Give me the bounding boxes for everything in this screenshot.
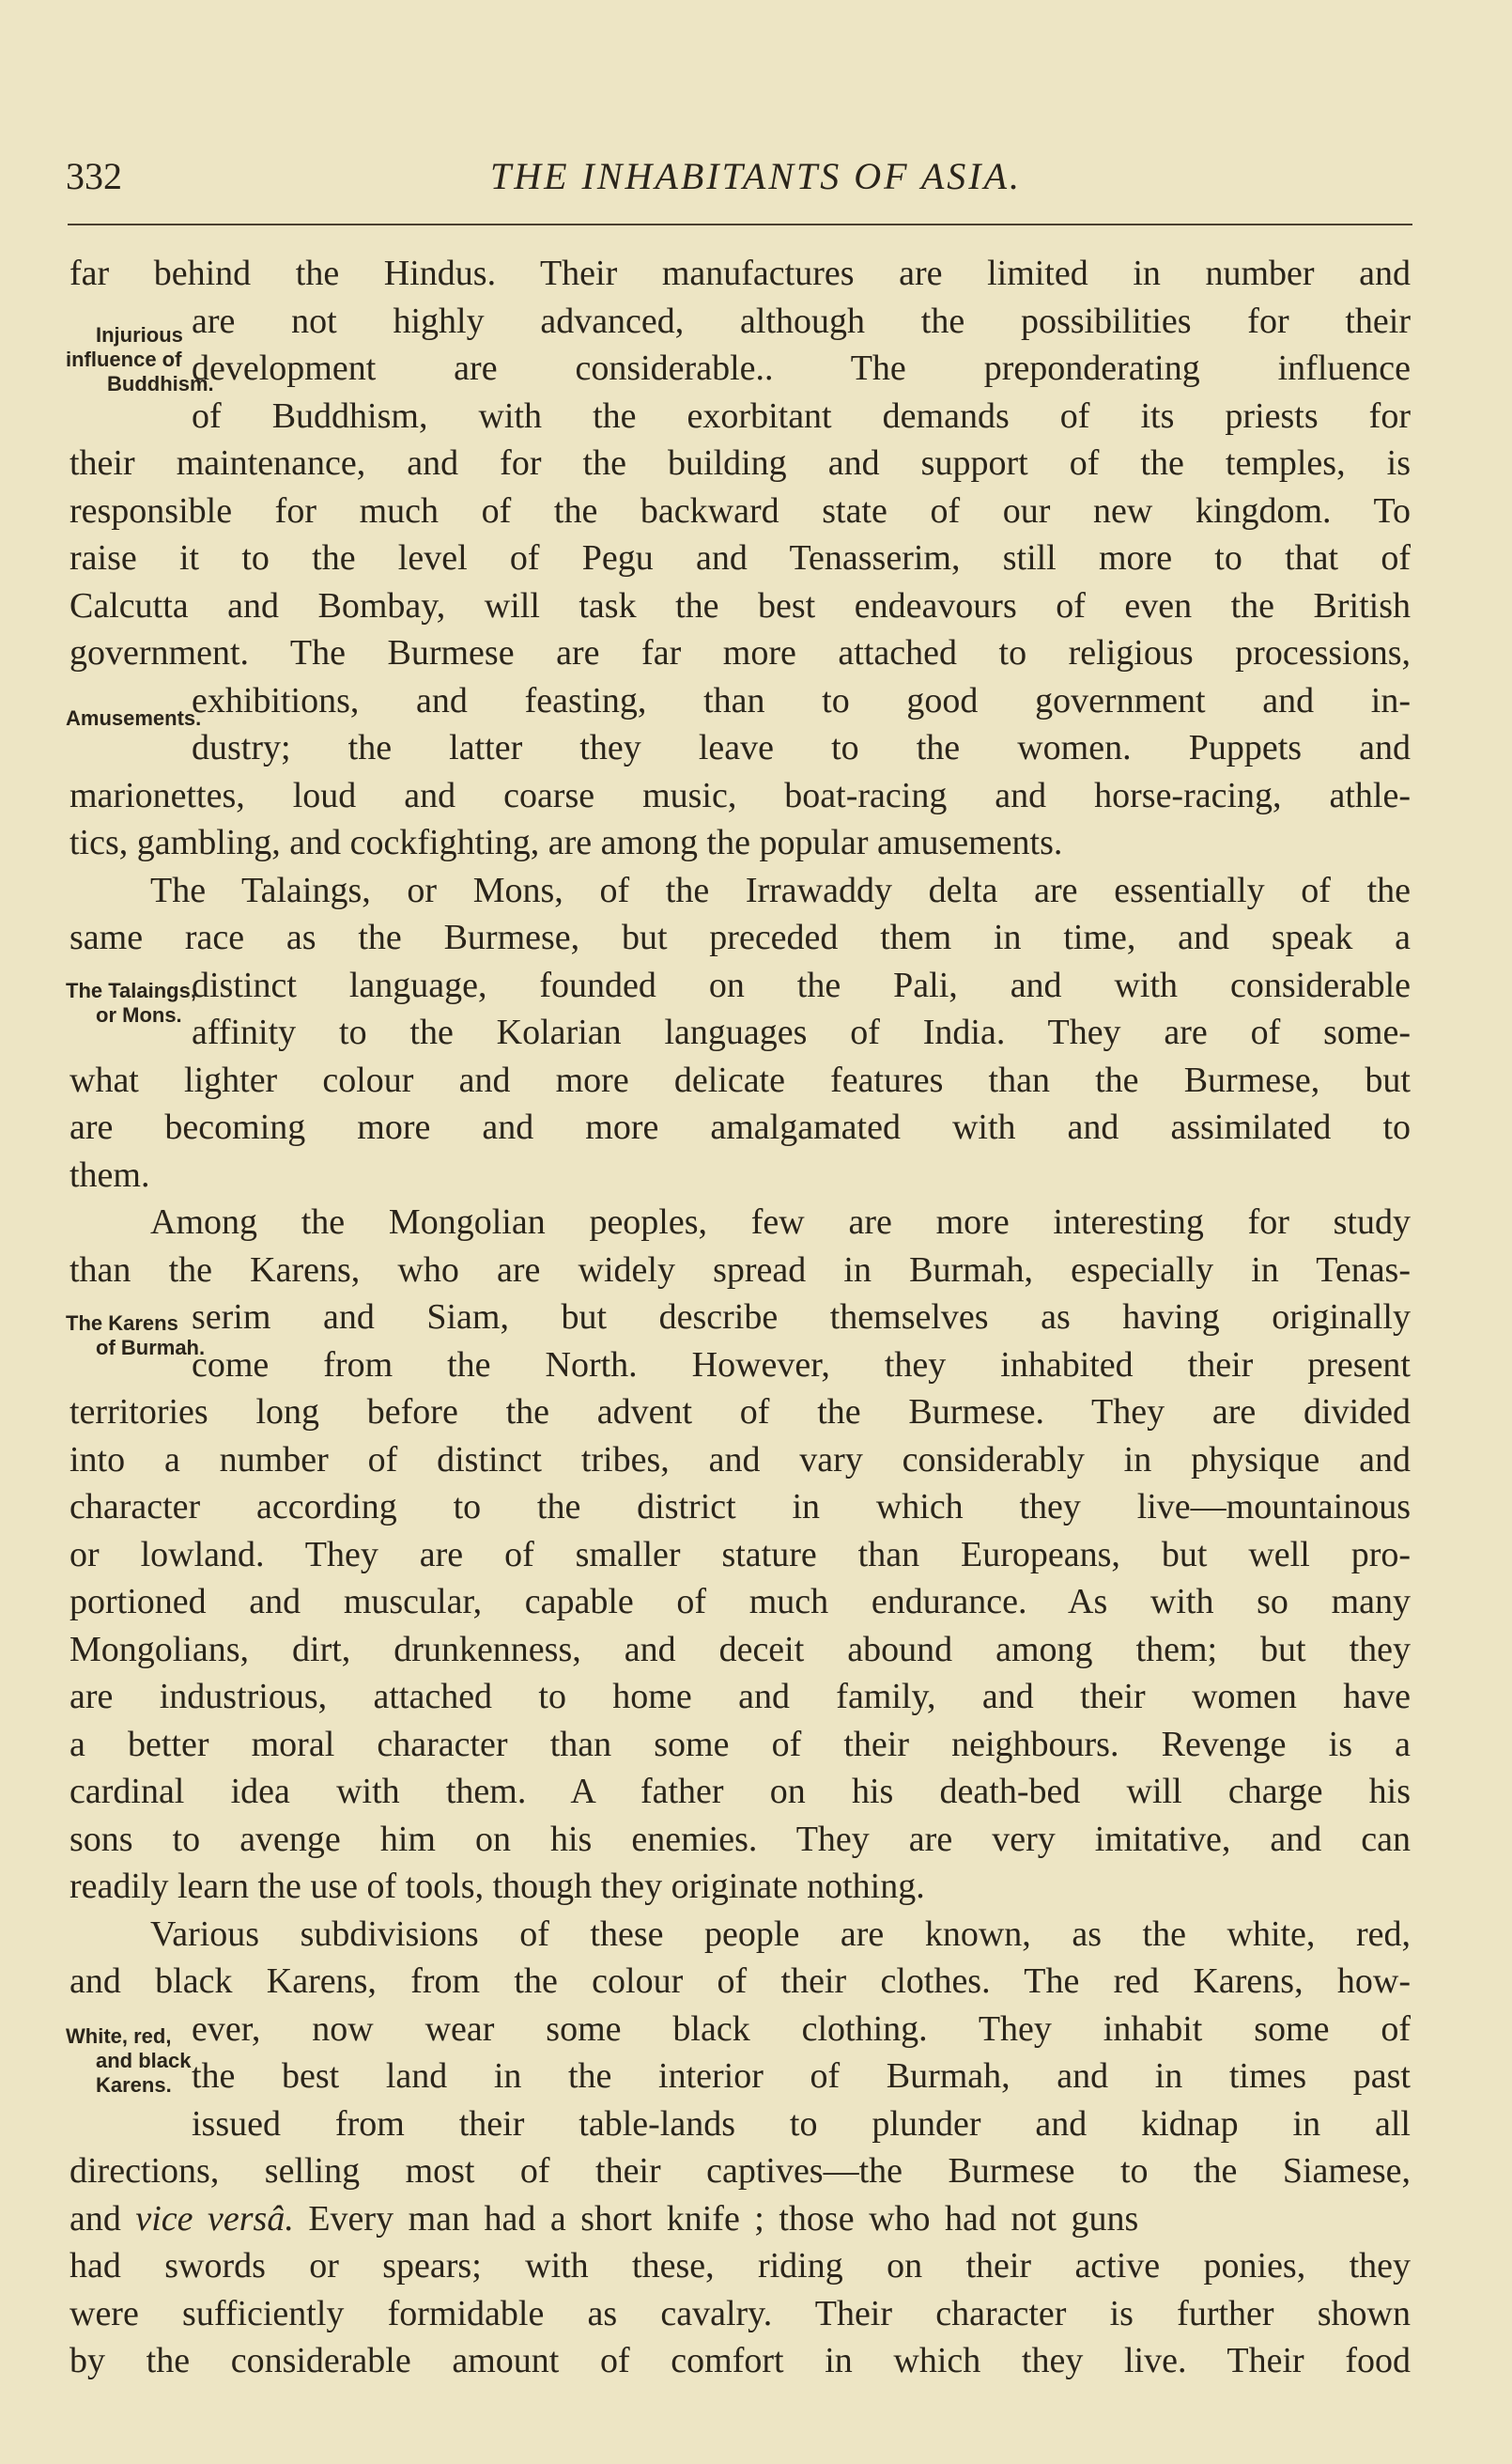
text-line: serim and Siam, but describe themselves as having originally xyxy=(192,1297,1411,1337)
text-line: exhibitions, and feasting, than to good government and in- xyxy=(192,680,1411,721)
body-text xyxy=(69,250,1411,2385)
text-line: development are considerable.. The preponderating influence xyxy=(192,349,1411,388)
text-line: by the considerable amount of comfort in which they live. Their food xyxy=(69,2341,1411,2380)
margin-note-line: Amusements. xyxy=(66,706,202,730)
running-title: THE INHABITANTS OF ASIA. xyxy=(489,155,1023,197)
header-rule xyxy=(68,224,1412,225)
text-line: the best land in the interior of Burmah, and in times past xyxy=(192,2056,1411,2096)
text-line: territories long before the advent of the Burmese. They are divided xyxy=(69,1392,1411,1432)
margin-note-line: The Talaings, xyxy=(66,979,196,1002)
margin-note-line: or Mons. xyxy=(96,1003,182,1027)
text-line: dustry; the latter they leave to the women. Puppets and xyxy=(192,728,1411,767)
margin-note-line: White, red, xyxy=(66,2024,172,2048)
text-line: affinity to the Kolarian languages of India. They are of some- xyxy=(192,1013,1411,1052)
text-line: than the Karens, who are widely spread in Burmah, especially in Tenas- xyxy=(69,1249,1411,1290)
text-line: them. xyxy=(69,1155,150,1195)
text-line: ever, now wear some black clothing. They inhabit some of xyxy=(192,2008,1411,2049)
text-line: character according to the district in which they live—mountainous xyxy=(69,1487,1411,1526)
text-line: marionettes, loud and coarse music, boat-racing and horse-racing, athle- xyxy=(69,775,1411,815)
text-line xyxy=(69,2195,1411,2243)
text-fragment: Every man had a short knife ; those who had not guns xyxy=(308,2198,1139,2239)
text-line: portioned and muscular, capable of much endurance. As with so many xyxy=(69,1582,1411,1621)
text-line: their maintenance, and for the building and support of the temples, is xyxy=(69,443,1411,483)
text-line: come from the North. However, they inhabited their present xyxy=(192,1344,1411,1385)
text-line: readily learn the use of tools, though they originate nothing. xyxy=(69,1867,925,1906)
margin-note-line: and black xyxy=(96,2049,192,2072)
text-fragment-italic: vice versâ. xyxy=(135,2198,294,2239)
text-line: far behind the Hindus. Their manufactures are limited in number and xyxy=(69,254,1411,293)
text-line: Calcutta and Bombay, will task the best endeavours of even the British xyxy=(69,585,1411,626)
text-line: tics, gambling, and cockfighting, are among the popular amusements. xyxy=(69,823,1063,862)
text-line: or lowland. They are of smaller stature than Europeans, but well pro- xyxy=(69,1534,1411,1574)
text-line: issued from their table-lands to plunder and kidnap in all xyxy=(192,2103,1411,2144)
text-line: directions, selling most of their captives—the Burmese to the Siamese, xyxy=(69,2151,1411,2191)
text-line: The Talaings, or Mons, of the Irrawaddy delta are essentially of the xyxy=(150,870,1411,910)
text-line: sons to avenge him on his enemies. They are very imitative, and can xyxy=(69,1819,1411,1859)
text-line: are not highly advanced, although the possibilities for their xyxy=(192,301,1411,341)
text-line: distinct language, founded on the Pali, and with considerable xyxy=(192,965,1411,1005)
margin-note-line: Buddhism. xyxy=(107,372,214,395)
text-line: are industrious, attached to home and family, and their women have xyxy=(69,1677,1411,1716)
text-line: of Buddhism, with the exorbitant demands of its priests for xyxy=(192,395,1411,436)
text-line: and black Karens, from the colour of their clothes. The red Karens, how- xyxy=(69,1961,1411,2001)
text-line: a better moral character than some of their neighbours. Revenge is a xyxy=(69,1724,1411,1764)
text-line: Among the Mongolian peoples, few are more interesting for study xyxy=(150,1202,1411,1242)
text-line: cardinal idea with them. A father on his death-bed will charge his xyxy=(69,1772,1411,1811)
text-line: Various subdivisions of these people are known, as the white, red, xyxy=(150,1914,1411,1954)
text-fragment: and xyxy=(69,2198,121,2239)
text-line: were sufficiently formidable as cavalry. Their character is further shown xyxy=(69,2293,1411,2333)
margin-note-line: Karens. xyxy=(96,2073,172,2097)
text-line: into a number of distinct tribes, and vary considerably in physique and xyxy=(69,1439,1411,1480)
text-line: had swords or spears; with these, riding on their active ponies, they xyxy=(69,2246,1411,2286)
text-line: Mongolians, dirt, drunkenness, and deceit abound among them; but they xyxy=(69,1629,1411,1669)
page-number: 332 xyxy=(66,155,122,197)
text-line: same race as the Burmese, but preceded them in time, and speak a xyxy=(69,918,1411,957)
text-line: raise it to the level of Pegu and Tenasserim, still more to that of xyxy=(69,538,1411,578)
margin-note-line: Injurious xyxy=(96,323,183,347)
text-line: what lighter colour and more delicate features than the Burmese, but xyxy=(69,1060,1411,1100)
text-line: responsible for much of the backward state of our new kingdom. To xyxy=(69,490,1411,531)
margin-note-line: of Burmah. xyxy=(96,1336,206,1359)
text-line: are becoming more and more amalgamated with and assimilated to xyxy=(69,1108,1411,1147)
text-line: government. The Burmese are far more attached to religious processions, xyxy=(69,633,1411,673)
margin-note-line: The Karens xyxy=(66,1311,178,1335)
margin-note-line: influence of xyxy=(66,348,182,371)
